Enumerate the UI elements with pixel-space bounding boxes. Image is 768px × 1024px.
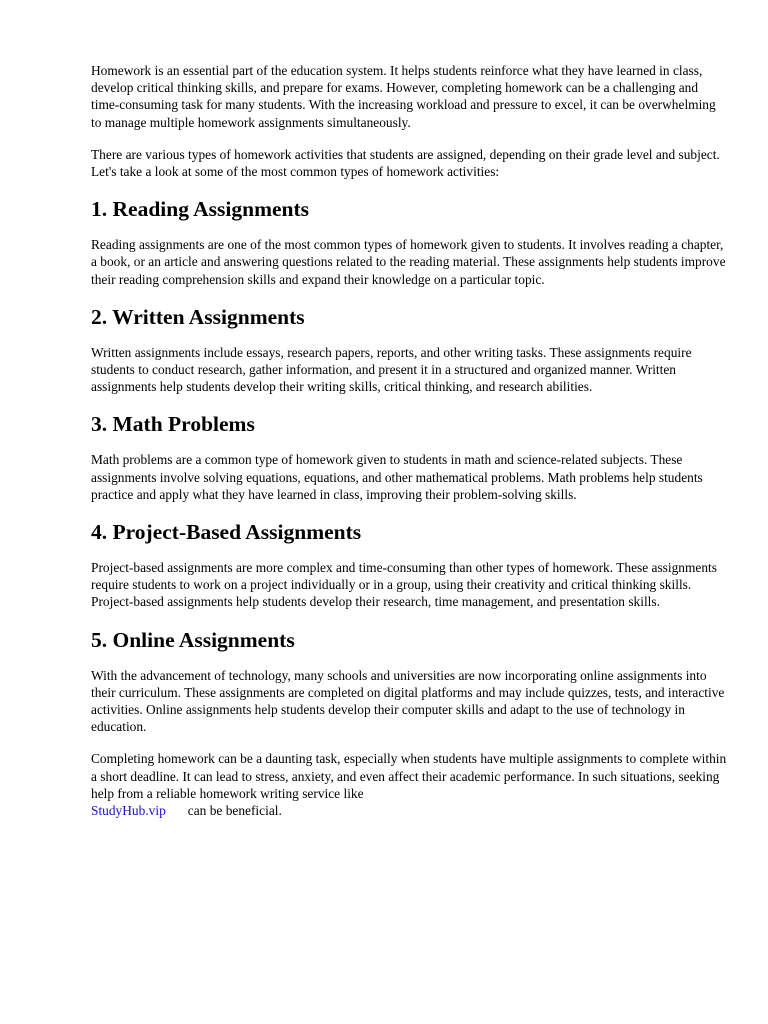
section-body-reading: Reading assignments are one of the most common types of homework given to students. It involves reading a chapter, a book, or an article and answering questions related to the reading material. These assignments help students improve their reading comprehension skills and expand their knowledge on a particular topic.: [91, 237, 726, 287]
section-heading-project: 4. Project-Based Assignments: [91, 520, 362, 545]
studyhub-link[interactable]: StudyHub.vip: [91, 803, 166, 819]
intro-paragraph-2: There are various types of homework activities that students are assigned, depending on their grade level and subject. Let's take a look at some of the most common types of homework activities:: [91, 146, 720, 180]
closing-paragraph: [91, 750, 727, 819]
section-body-online: With the advancement of technology, many schools and universities are now incorporating online assignments into their curriculum. These assignments are completed on digital platforms and may include quizzes, tests, and interactive activities. Online assignments help students develop their computer skills and adapt to the use of technology in education.: [91, 667, 725, 735]
document-page: [91, 62, 727, 819]
section-heading-written: 2. Written Assignments: [91, 304, 305, 329]
intro-paragraph-1: Homework is an essential part of the education system. It helps students reinforce what they have learned in class, develop critical thinking skills, and prepare for exams. However, completing homework can be a challenging and time-consuming task for many students. With the increasing workload and pressure to excel, it can be overwhelming to manage multiple homework assignments simultaneously.: [91, 63, 716, 130]
section-body-project: Project-based assignments are more complex and time-consuming than other types of homework. These assignments require students to work on a project individually or in a group, using their creativity and critical thinking skills. Project-based assignments help students develop their research, time management, and presentation skills.: [91, 560, 717, 610]
section-body-math: Math problems are a common type of homework given to students in math and science-related subjects. These assignments involve solving equations, equations, and other mathematical problems. Math problems help students practice and apply what they have learned in class, improving their problem-solving skills.: [91, 452, 703, 502]
closing-text-end: can be beneficial.: [187, 803, 282, 819]
closing-text: Completing homework can be a daunting task, especially when students have multiple assignments to complete within a short deadline. It can lead to stress, anxiety, and even affect their academic performance. In such situations, seeking help from a reliable homework writing service like: [91, 751, 727, 801]
section-heading-reading: 1. Reading Assignments: [91, 197, 310, 222]
section-heading-online: 5. Online Assignments: [91, 627, 295, 652]
section-heading-math: 3. Math Problems: [91, 412, 255, 437]
section-body-written: Written assignments include essays, research papers, reports, and other writing tasks. These assignments require students to conduct research, gather information, and present it in a structured and organized manner. Written assignments help students develop their writing skills, critical thinking, and research abilities.: [91, 344, 692, 395]
